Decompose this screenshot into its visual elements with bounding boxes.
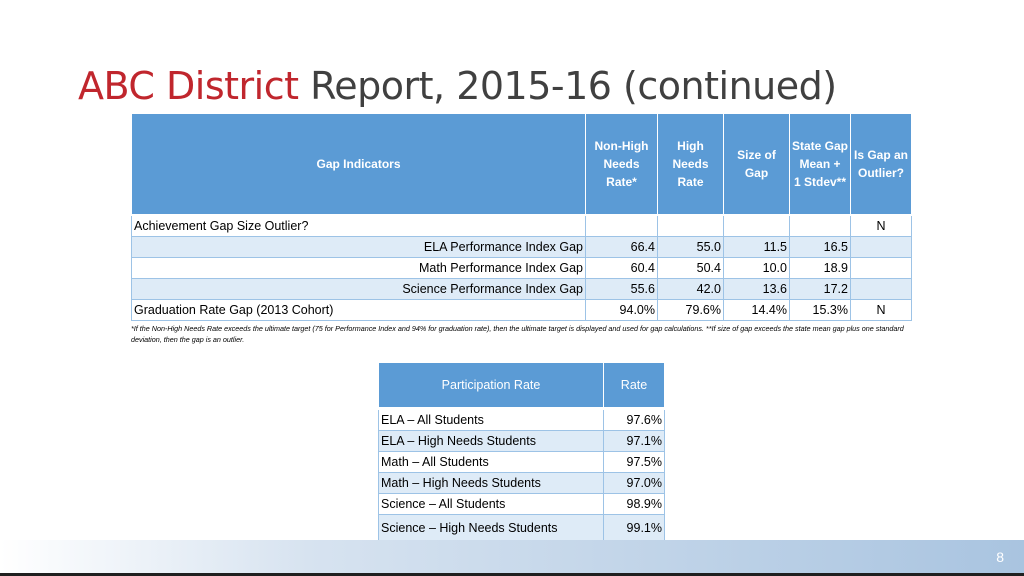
table-row [379,473,665,494]
gap-indicators-table [131,113,912,321]
cell-rate: 98.9% [604,494,665,515]
row-label: ELA – All Students [379,409,604,431]
header-high-needs-rate: High Needs Rate [658,114,724,216]
footnote: *If the Non-High Needs Rate exceeds the ultimate target (75 for Performance Index and 94% for graduation rate), then the ultimate target is displayed and used for gap calculations. **If size of gap exceeds the state mean gap plus one standard deviation, then the gap is an outlier. [131,324,904,344]
table-row [132,279,912,300]
cell-size: 13.6 [724,279,790,300]
table-header-row [379,363,665,409]
table-row [132,258,912,279]
footer-band [0,540,1024,573]
table-row [379,431,665,452]
title-accent: ABC District [78,64,299,108]
header-is-gap-outlier: Is Gap an Outlier? [851,114,912,216]
cell-rate: 99.1% [604,515,665,542]
title-rest: Report, 2015-16 (continued) [298,64,837,108]
row-label: ELA Performance Index Gap [132,237,586,258]
cell-state [790,215,851,237]
cell-rate: 97.0% [604,473,665,494]
page-number: 8 [996,549,1004,565]
header-rate: Rate [604,363,665,409]
table-row [379,452,665,473]
cell-state: 15.3% [790,300,851,321]
row-label: Achievement Gap Size Outlier? [132,215,586,237]
header-gap-indicators: Gap Indicators [132,114,586,216]
cell-non-high: 94.0% [586,300,658,321]
cell-rate: 97.6% [604,409,665,431]
row-label: Math Performance Index Gap [132,258,586,279]
row-label: Science – All Students [379,494,604,515]
cell-size: 14.4% [724,300,790,321]
table-header-row [132,114,912,216]
cell-outlier [851,279,912,300]
cell-high: 50.4 [658,258,724,279]
cell-state: 17.2 [790,279,851,300]
cell-outlier: N [851,300,912,321]
row-label: Math – All Students [379,452,604,473]
cell-high: 55.0 [658,237,724,258]
cell-state: 16.5 [790,237,851,258]
table-row [379,515,665,542]
cell-non-high: 66.4 [586,237,658,258]
cell-non-high: 60.4 [586,258,658,279]
cell-size: 11.5 [724,237,790,258]
table-row [379,409,665,431]
cell-high: 42.0 [658,279,724,300]
row-label: ELA – High Needs Students [379,431,604,452]
cell-outlier: N [851,215,912,237]
cell-high [658,215,724,237]
header-state-gap-mean: State Gap Mean + 1 Stdev** [790,114,851,216]
row-label: Graduation Rate Gap (2013 Cohort) [132,300,586,321]
cell-high: 79.6% [658,300,724,321]
cell-outlier [851,237,912,258]
header-size-of-gap: Size of Gap [724,114,790,216]
page-title [78,64,837,108]
table-row [132,300,912,321]
cell-size: 10.0 [724,258,790,279]
cell-rate: 97.5% [604,452,665,473]
header-non-high-needs-rate: Non-High Needs Rate* [586,114,658,216]
row-label: Science – High Needs Students [379,515,604,542]
table-row [132,215,912,237]
cell-non-high [586,215,658,237]
cell-state: 18.9 [790,258,851,279]
row-label: Math – High Needs Students [379,473,604,494]
cell-rate: 97.1% [604,431,665,452]
table-row [132,237,912,258]
cell-size [724,215,790,237]
cell-outlier [851,258,912,279]
cell-non-high: 55.6 [586,279,658,300]
participation-rate-table [378,362,665,542]
table-row [379,494,665,515]
header-participation-rate: Participation Rate [379,363,604,409]
row-label: Science Performance Index Gap [132,279,586,300]
